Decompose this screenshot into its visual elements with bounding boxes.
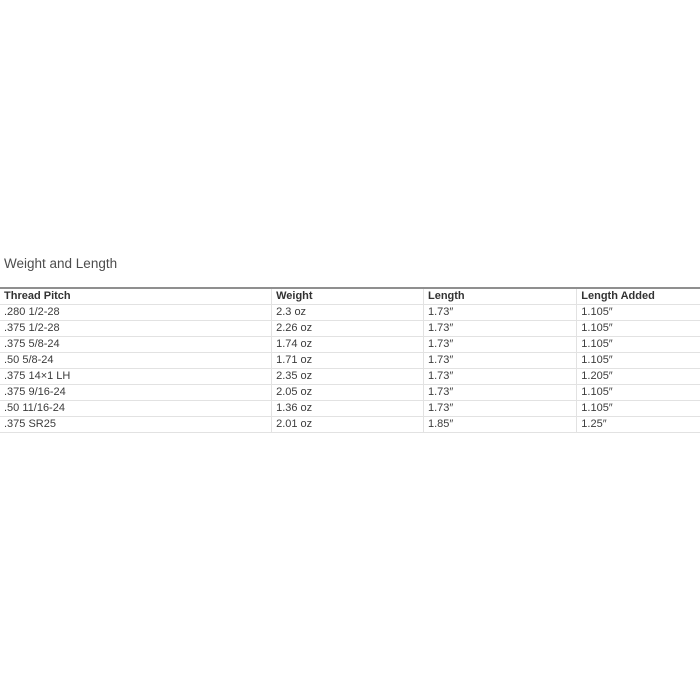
cell-thread-pitch: .375 1/2-28 (0, 321, 272, 337)
cell-length: 1.73″ (423, 305, 576, 321)
cell-weight: 2.01 oz (272, 417, 424, 433)
table-row (0, 321, 700, 337)
cell-weight: 1.71 oz (272, 353, 424, 369)
table-row (0, 417, 700, 433)
table-header-row (0, 288, 700, 305)
cell-thread-pitch: .375 SR25 (0, 417, 272, 433)
col-header-length-added: Length Added (577, 288, 700, 305)
col-header-length: Length (423, 288, 576, 305)
cell-length: 1.73″ (423, 321, 576, 337)
section-title: Weight and Length (4, 256, 118, 271)
weight-length-section (0, 256, 700, 433)
cell-length-added: 1.105″ (577, 305, 700, 321)
weight-length-table (0, 287, 700, 433)
col-header-weight: Weight (272, 288, 424, 305)
cell-thread-pitch: .50 5/8-24 (0, 353, 272, 369)
cell-length-added: 1.105″ (577, 385, 700, 401)
table-row (0, 337, 700, 353)
cell-thread-pitch: .375 14×1 LH (0, 369, 272, 385)
table-row (0, 369, 700, 385)
cell-length-added: 1.105″ (577, 353, 700, 369)
cell-length-added: 1.205″ (577, 369, 700, 385)
cell-length: 1.73″ (423, 385, 576, 401)
cell-weight: 2.05 oz (272, 385, 424, 401)
cell-length: 1.73″ (423, 337, 576, 353)
cell-thread-pitch: .375 9/16-24 (0, 385, 272, 401)
cell-length: 1.73″ (423, 369, 576, 385)
table-row (0, 401, 700, 417)
cell-weight: 1.74 oz (272, 337, 424, 353)
cell-weight: 2.26 oz (272, 321, 424, 337)
cell-thread-pitch: .280 1/2-28 (0, 305, 272, 321)
cell-weight: 2.35 oz (272, 369, 424, 385)
table-row (0, 353, 700, 369)
cell-weight: 2.3 oz (272, 305, 424, 321)
table-row (0, 385, 700, 401)
cell-length-added: 1.25″ (577, 417, 700, 433)
cell-length: 1.73″ (423, 401, 576, 417)
cell-length: 1.73″ (423, 353, 576, 369)
cell-thread-pitch: .375 5/8-24 (0, 337, 272, 353)
col-header-thread-pitch: Thread Pitch (0, 288, 272, 305)
cell-length-added: 1.105″ (577, 337, 700, 353)
cell-thread-pitch: .50 11/16-24 (0, 401, 272, 417)
cell-length-added: 1.105″ (577, 321, 700, 337)
cell-length: 1.85″ (423, 417, 576, 433)
cell-weight: 1.36 oz (272, 401, 424, 417)
table-row (0, 305, 700, 321)
cell-length-added: 1.105″ (577, 401, 700, 417)
